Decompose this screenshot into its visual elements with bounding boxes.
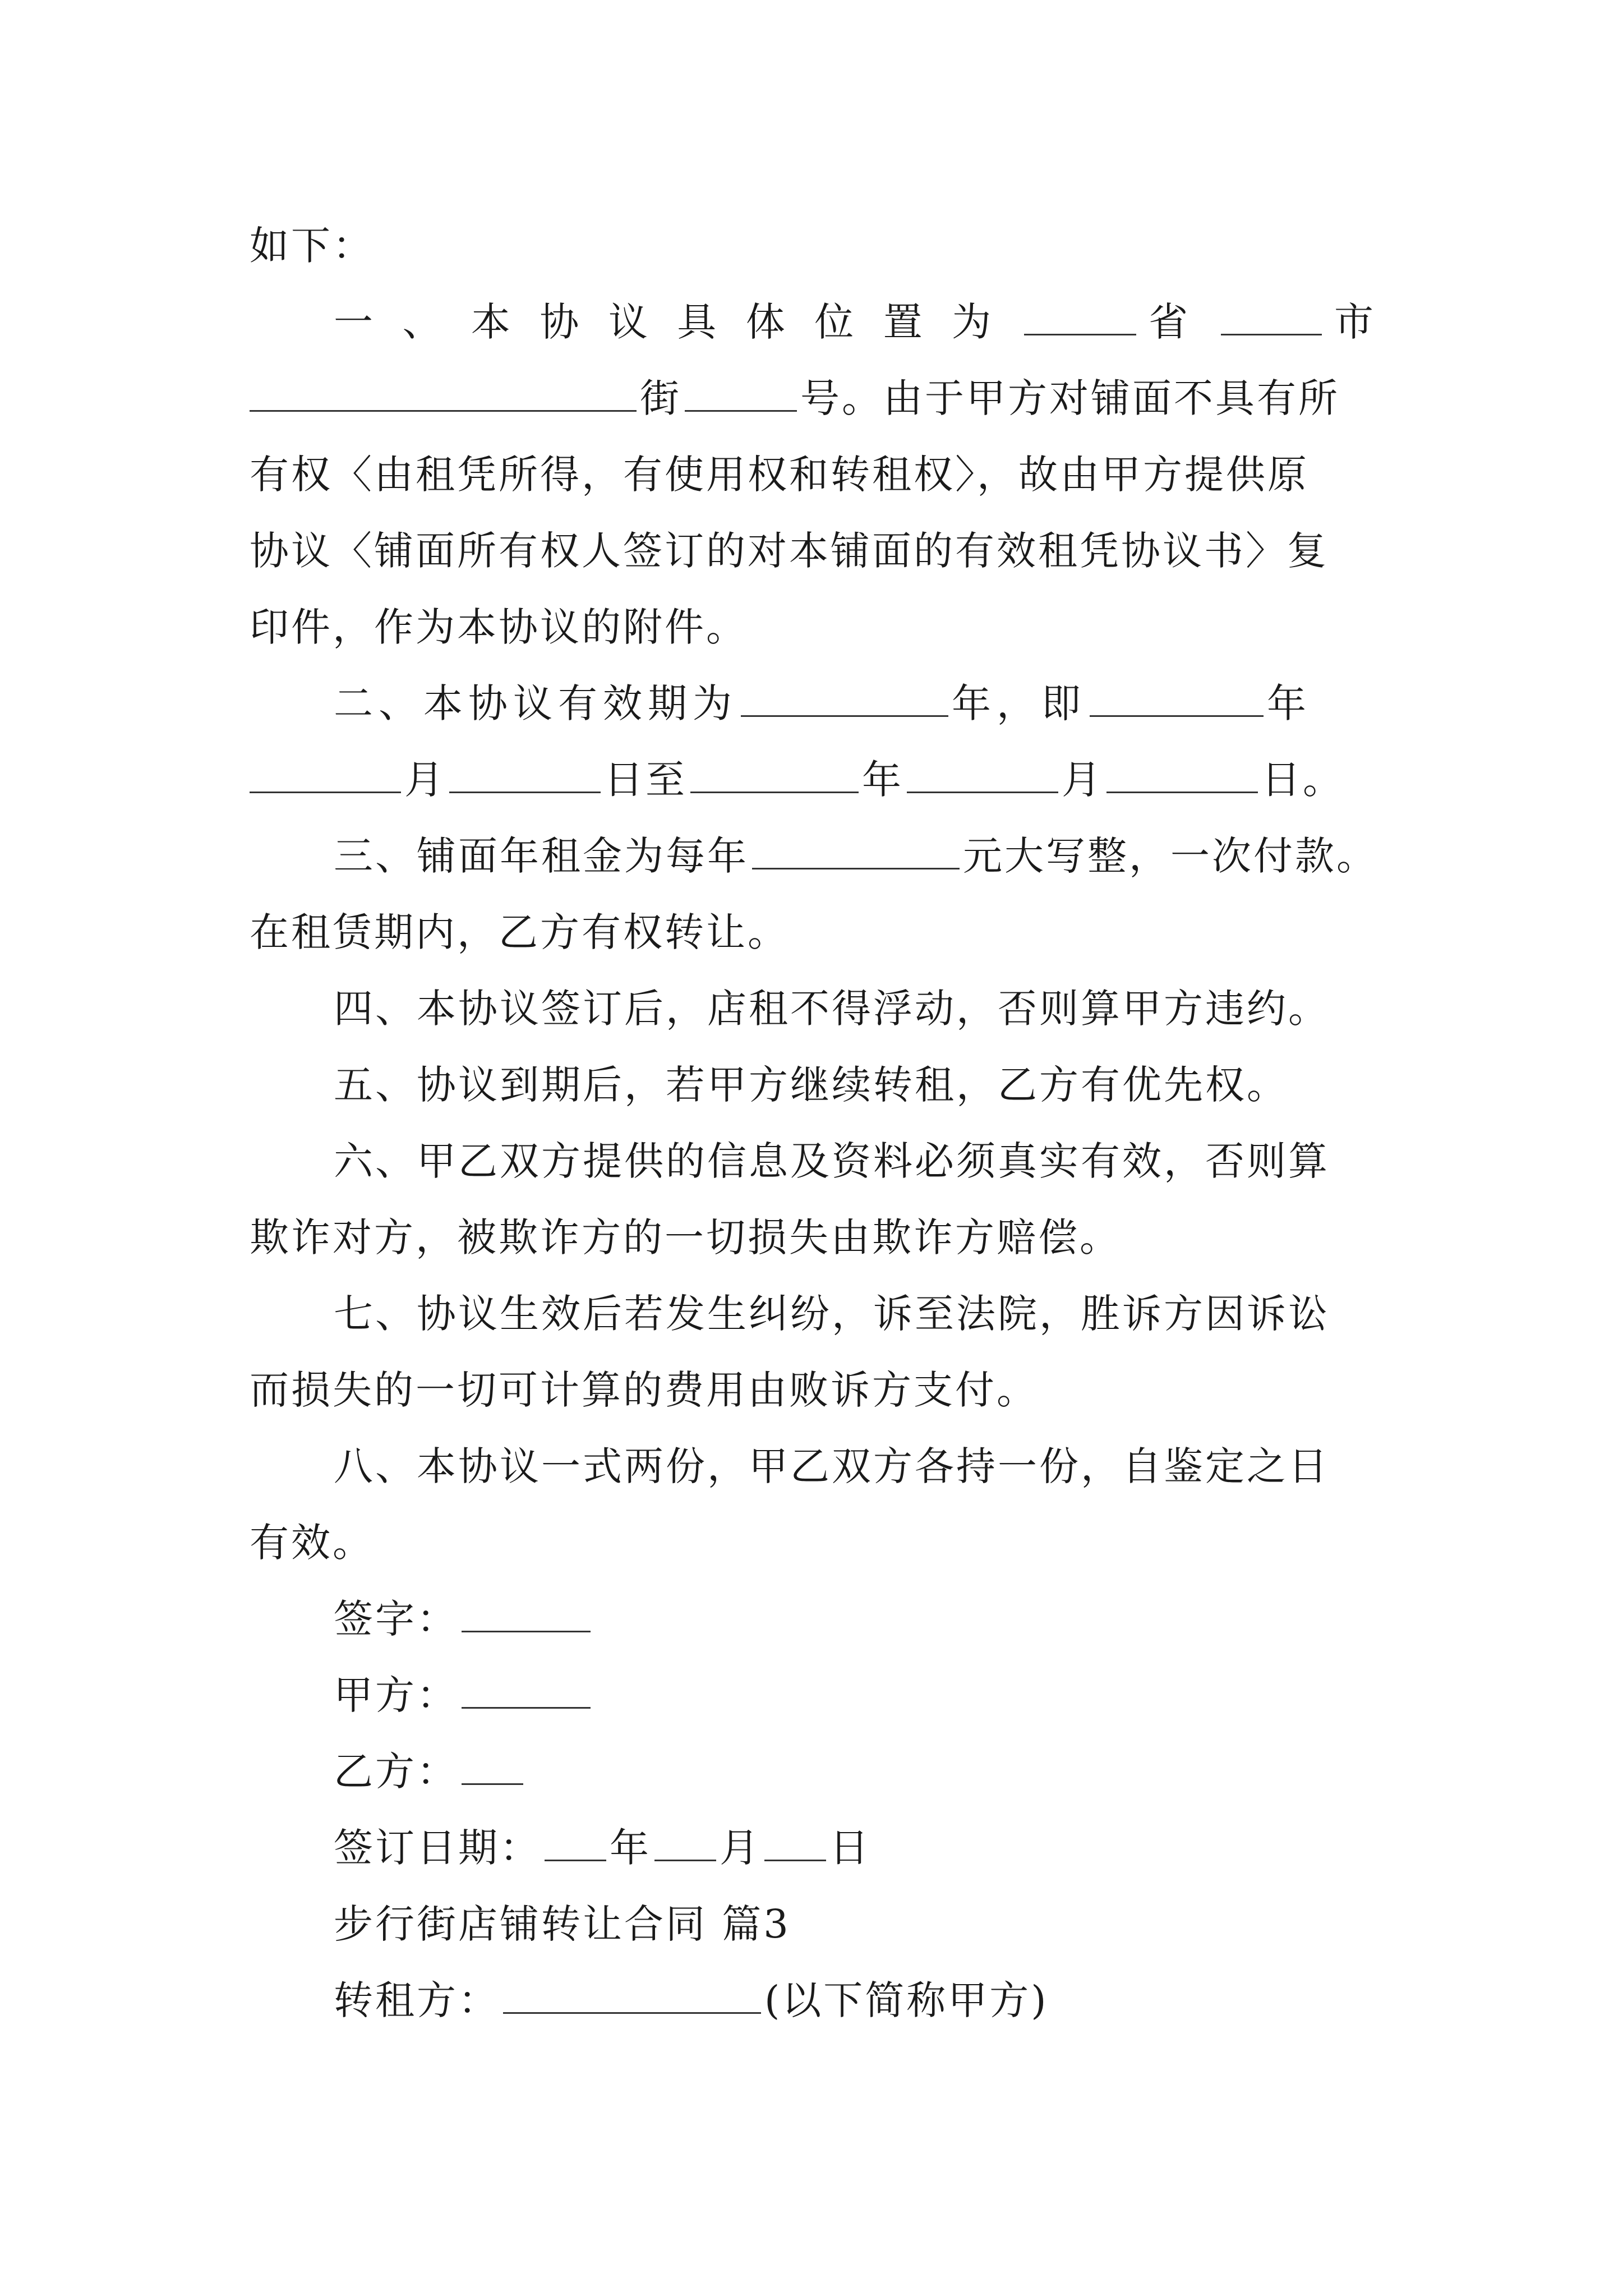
clause-1-text-b: 号。由于甲方对铺面不具有所 xyxy=(800,375,1340,421)
clause-1-text-e: 印件，作为本协议的附件。 xyxy=(250,604,748,650)
clause-5-line xyxy=(250,1047,1394,1123)
clause-8-line-1 xyxy=(250,1428,1394,1504)
clause-1-text-c: 有权〈由租凭所得，有使用权和转租权〉，故由甲方提供原 xyxy=(250,452,1309,498)
date-day-blank xyxy=(764,1827,826,1861)
number-blank xyxy=(685,378,797,412)
sublessor-blank xyxy=(503,1980,761,2014)
clause-7-line-2 xyxy=(250,1352,1394,1428)
clause-6-text-a: 六、甲乙双方提供的信息及资料必须真实有效，否则算 xyxy=(334,1138,1330,1184)
clause-2-line-1 xyxy=(250,665,1394,742)
clause-7-line-1 xyxy=(250,1276,1394,1352)
clause-3-line-1 xyxy=(250,818,1394,894)
clause-8-line-2 xyxy=(250,1504,1394,1581)
end-month-label: 月 xyxy=(1062,757,1103,803)
section-title-line xyxy=(250,1886,1394,1962)
clause-5-text: 五、协议到期后，若甲方继续转租，乙方有优先权。 xyxy=(334,1062,1288,1108)
start-year-label: 年 xyxy=(1267,680,1312,726)
end-day-label: 日。 xyxy=(1261,757,1344,803)
sublessor-suffix: (以下简称甲方) xyxy=(764,1977,1049,2023)
clause-1-text-a: 一、本协议具体位置为 xyxy=(334,299,1021,345)
signing-date-label: 签订日期： xyxy=(334,1825,541,1871)
province-blank xyxy=(1024,301,1136,335)
intro-line xyxy=(250,208,1394,284)
clause-1-text-d: 协议〈铺面所有权人签订的对本铺面的有效租凭协议书〉复 xyxy=(250,528,1329,574)
province-label: 省 xyxy=(1139,299,1218,345)
clause-1-line-2 xyxy=(250,360,1394,436)
date-month-blank xyxy=(654,1827,716,1861)
clause-6-text-b: 欺诈对方，被欺诈方的一切损失由欺诈方赔偿。 xyxy=(250,1214,1121,1260)
clause-3-text-b: 元大写整，一次付款。 xyxy=(963,833,1378,879)
party-a-line xyxy=(250,1657,1394,1733)
intro-text: 如下： xyxy=(250,223,374,269)
clause-8-text-b: 有效。 xyxy=(250,1520,374,1566)
clause-1-line-1 xyxy=(250,284,1394,360)
date-month-label: 月 xyxy=(720,1825,761,1871)
clause-1-line-5 xyxy=(250,589,1394,665)
party-a-blank xyxy=(462,1674,591,1709)
clause-3-text-a: 三、铺面年租金为每年 xyxy=(334,833,749,879)
party-a-label: 甲方： xyxy=(334,1672,458,1718)
end-year-blank xyxy=(690,759,859,793)
date-year-label: 年 xyxy=(610,1825,651,1871)
signature-blank xyxy=(462,1598,591,1632)
start-day-label: 日至 xyxy=(604,757,687,803)
document-body xyxy=(250,208,1394,2039)
clause-6-line-1 xyxy=(250,1123,1394,1199)
street-label: 街 xyxy=(640,375,681,421)
start-month-label: 月 xyxy=(404,757,446,803)
end-year-label: 年 xyxy=(862,757,903,803)
end-day-blank xyxy=(1106,759,1258,793)
clause-2-text-a: 二、本协议有效期为 xyxy=(334,680,737,726)
clause-1-line-3 xyxy=(250,436,1394,513)
city-label: 市 xyxy=(1325,299,1394,345)
clause-3-line-2 xyxy=(250,894,1394,970)
date-year-blank xyxy=(545,1827,606,1861)
clause-4-text: 四、本协议签订后，店租不得浮动，否则算甲方违约。 xyxy=(334,986,1330,1032)
city-blank xyxy=(1221,301,1322,335)
signature-line xyxy=(250,1581,1394,1657)
clause-2-line-2 xyxy=(250,742,1394,818)
clause-1-line-4 xyxy=(250,513,1394,589)
sublessor-line xyxy=(250,1962,1394,2039)
clause-2-text-b: 年，即 xyxy=(952,680,1086,726)
signing-date-line xyxy=(250,1810,1394,1886)
party-b-blank xyxy=(462,1751,523,1785)
clause-3-text-c: 在租赁期内，乙方有权转让。 xyxy=(250,909,789,955)
end-month-blank xyxy=(907,759,1058,793)
start-year-blank xyxy=(1090,683,1264,717)
date-day-label: 日 xyxy=(829,1825,871,1871)
start-month-blank xyxy=(250,759,401,793)
clause-6-line-2 xyxy=(250,1199,1394,1276)
annual-rent-blank xyxy=(752,835,960,869)
party-b-line xyxy=(250,1733,1394,1810)
street-blank xyxy=(250,378,637,412)
clause-8-text-a: 八、本协议一式两份，甲乙双方各持一份，自鉴定之日 xyxy=(334,1443,1330,1489)
start-day-blank xyxy=(449,759,601,793)
clause-4-line xyxy=(250,970,1394,1047)
party-b-label: 乙方： xyxy=(334,1749,458,1795)
section-title: 步行街店铺转让合同 篇3 xyxy=(334,1901,791,1947)
sublessor-label: 转租方： xyxy=(334,1977,500,2023)
term-years-blank xyxy=(741,683,948,717)
clause-7-text-b: 而损失的一切可计算的费用由败诉方支付。 xyxy=(250,1367,1038,1413)
clause-7-text-a: 七、协议生效后若发生纠纷，诉至法院，胜诉方因诉讼 xyxy=(334,1291,1330,1337)
signature-label: 签字： xyxy=(334,1596,458,1642)
